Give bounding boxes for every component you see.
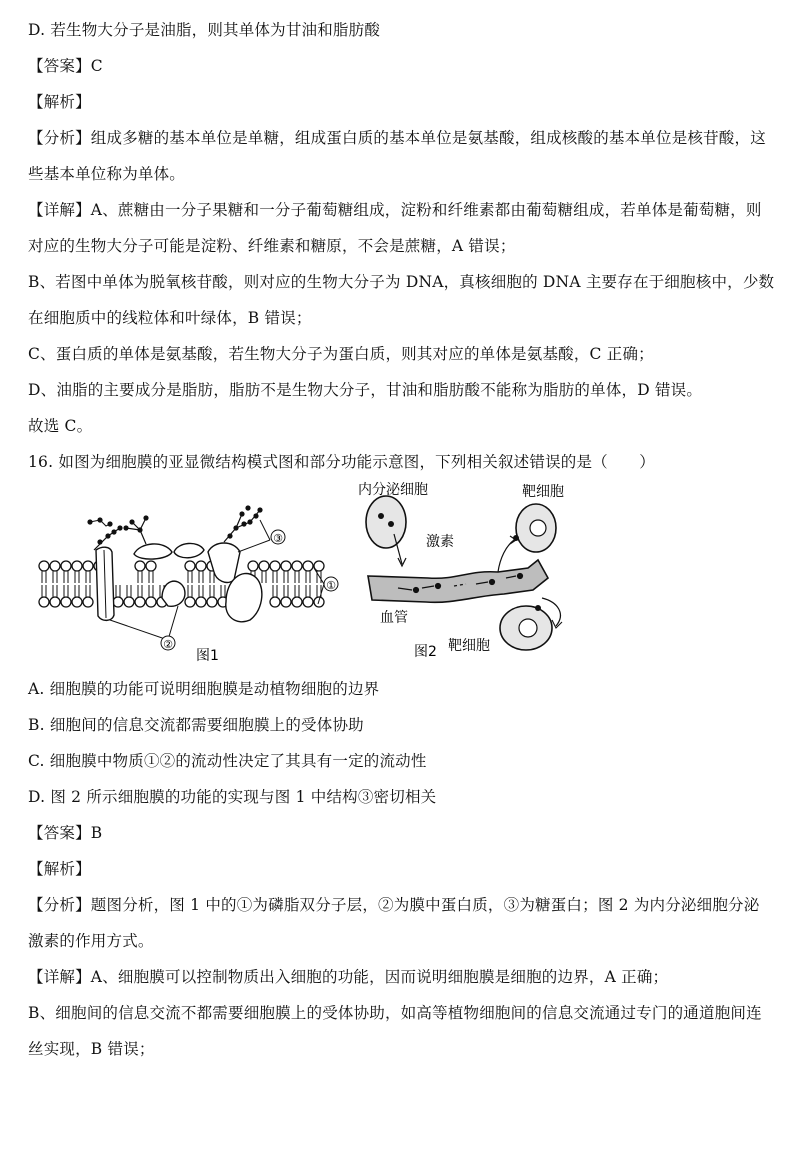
blood-vessel	[368, 560, 548, 602]
text-line: 些基本单位称为单体。	[28, 165, 186, 183]
text-line: 【分析】题图分析，图 1 中的①为磷脂双分子层，②为膜中蛋白质，③为糖蛋白；图 2 为内分泌细胞分泌	[28, 896, 760, 914]
label-hormone: 激素	[426, 534, 454, 550]
text-line: B、细胞间的信息交流不都需要细胞膜上的受体协助，如高等植物细胞间的信息交流通过专门的通道胞间连	[28, 1004, 762, 1022]
text-line: C、蛋白质的单体是氨基酸，若生物大分子为蛋白质，则其对应的单体是氨基酸，C 正确；	[28, 345, 654, 363]
option-c: C. 细胞膜中物质①②的流动性决定了其具有一定的流动性	[28, 752, 427, 770]
analysis-heading: 【解析】	[28, 93, 91, 111]
text-line: D、油脂的主要成分是脂肪，脂肪不是生物大分子，甘油和脂肪酸不能称为脂肪的单体，D 错误。	[28, 381, 703, 399]
answer-label: 【答案】B	[28, 824, 103, 842]
analysis-heading: 【解析】	[28, 860, 91, 878]
text-line: D. 若生物大分子是油脂，则其单体为甘油和脂肪酸	[28, 21, 381, 39]
text-line: 【分析】组成多糖的基本单位是单糖，组成蛋白质的基本单位是氨基酸，组成核酸的基本单位是核苷酸，这	[28, 129, 766, 147]
option-b: B. 细胞间的信息交流都需要细胞膜上的受体协助	[28, 716, 364, 734]
text-line: 故选 C。	[28, 417, 93, 435]
membrane-diagram	[39, 505, 338, 664]
option-d: D. 图 2 所示细胞膜的功能的实现与图 1 中结构③密切相关	[28, 788, 437, 806]
question-16: 16. 如图为细胞膜的亚显微结构模式图和部分功能示意图，下列相关叙述错误的是（ ）	[28, 453, 655, 471]
text-line: 【详解】A、蔗糖由一分子果糖和一分子葡萄糖组成，淀粉和纤维素都由葡萄糖组成，若单体是葡萄糖，则	[28, 201, 762, 219]
text-line: 丝实现，B 错误；	[28, 1040, 155, 1058]
label-target-cell-bottom: 靶细胞	[448, 638, 490, 654]
endocrine-cell	[366, 496, 406, 548]
text-line: 对应的生物大分子可能是淀粉、纤维素和糖原，不会是蔗糖，A 错误；	[28, 237, 516, 255]
label-1: ①	[326, 579, 336, 592]
figure-1-caption: 图1	[196, 648, 219, 664]
option-a: A. 细胞膜的功能可说明细胞膜是动植物细胞的边界	[28, 680, 380, 698]
label-endocrine-cell: 内分泌细胞	[358, 482, 428, 498]
text-line: 【详解】A、细胞膜可以控制物质出入细胞的功能，因而说明细胞膜是细胞的边界，A 正确；	[28, 968, 669, 986]
endocrine-diagram	[358, 481, 564, 660]
label-2: ②	[163, 638, 173, 651]
answer-label: 【答案】C	[28, 57, 103, 75]
figure-2-caption: 图2	[414, 644, 437, 660]
text-line: 激素的作用方式。	[28, 932, 154, 950]
label-3: ③	[273, 532, 283, 545]
text-line: 在细胞质中的线粒体和叶绿体，B 错误；	[28, 309, 312, 327]
text-line: B、若图中单体为脱氧核苷酸，则对应的生物大分子为 DNA，真核细胞的 DNA 主要存在于细胞核中，少数	[28, 273, 775, 291]
membrane-figures	[28, 480, 588, 670]
label-blood-vessel: 血管	[380, 610, 408, 626]
label-target-cell-top: 靶细胞	[522, 484, 564, 500]
question-figures	[28, 480, 588, 670]
